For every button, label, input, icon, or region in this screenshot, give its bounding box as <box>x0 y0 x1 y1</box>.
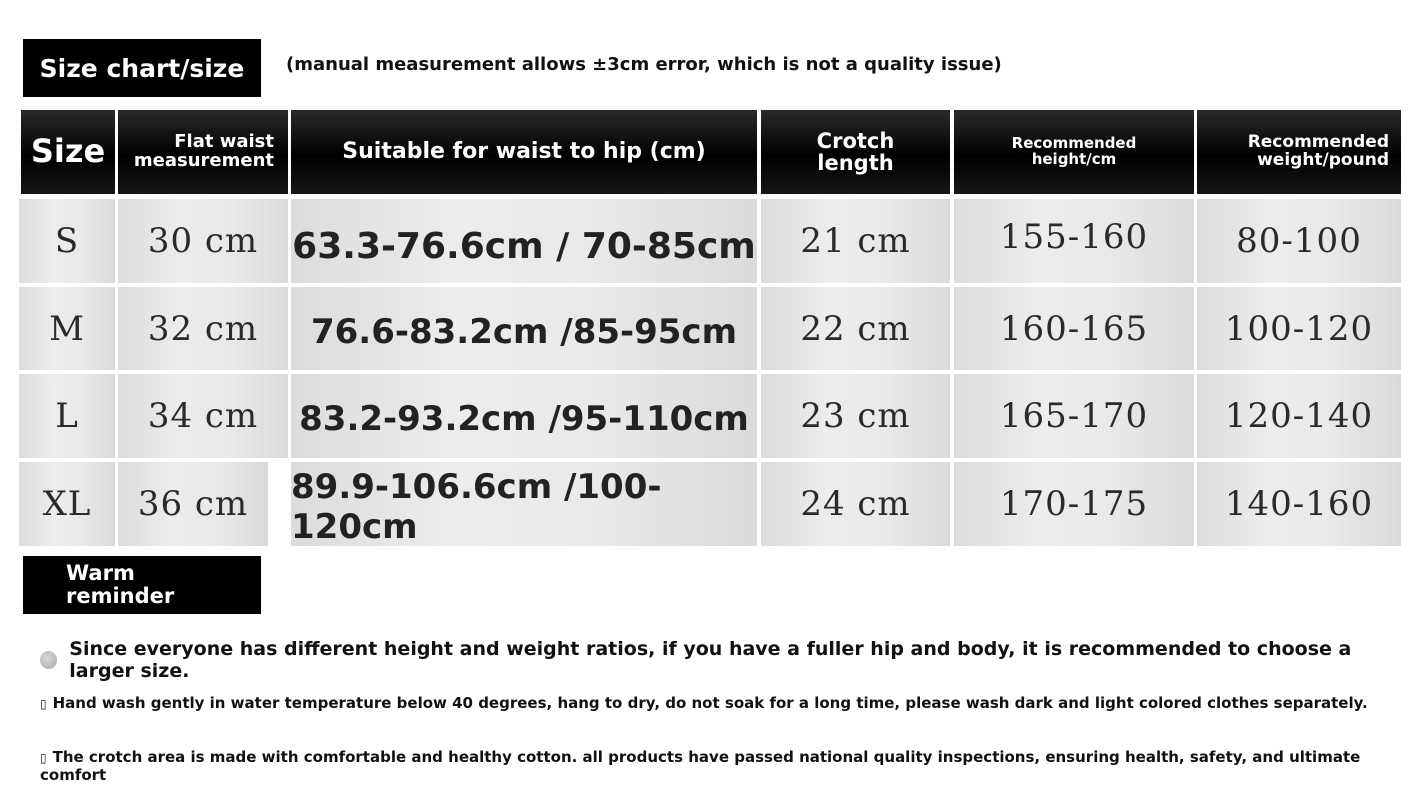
height-cell: 155-160 <box>954 199 1194 283</box>
waist-hip-cell: 89.9-106.6cm /100-120cm <box>291 462 757 546</box>
height-cell: 170-175 <box>954 462 1194 546</box>
waist-hip-cell: 76.6-83.2cm /85-95cm <box>291 287 757 370</box>
measurement-note: (manual measurement allows ±3cm error, which is not a quality issue) <box>286 54 1002 75</box>
size-cell: L <box>19 374 115 458</box>
crotch-cell: 22 cm <box>761 287 950 370</box>
column-header-waist-hip <box>291 110 757 194</box>
weight-cell: 100-120 <box>1197 287 1401 370</box>
column-header-flat-waist-line2: measurement <box>133 150 274 171</box>
column-header-size-label: Size <box>30 132 106 171</box>
height-cell: 165-170 <box>954 374 1194 458</box>
bullet-dot-icon <box>40 651 57 669</box>
flat-waist-cell: 32 cm <box>118 287 288 370</box>
column-header-flat-waist <box>118 110 288 194</box>
bullet-box-icon: ▯ <box>40 697 47 711</box>
reminder-note-cotton <box>40 748 1422 784</box>
column-header-height-line2: height/cm <box>1031 150 1117 168</box>
flat-waist-cell: 36 cm <box>118 462 268 546</box>
reminder-note-wash-text: Hand wash gently in water temperature below 40 degrees, hang to dry, do not soak for a long time, please wash dark and light colored clothes separately. <box>52 694 1368 712</box>
size-cell: M <box>19 287 115 370</box>
reminder-note-wash <box>40 694 1368 712</box>
weight-cell: 120-140 <box>1197 374 1401 458</box>
flat-waist-cell: 34 cm <box>118 374 288 458</box>
column-header-weight-line1: Recommended <box>1247 132 1389 153</box>
warm-reminder-line1: Warm <box>66 561 135 585</box>
reminder-note-fit-text: Since everyone has different height and weight ratios, if you have a fuller hip and body, it is recommended to choose a larger size. <box>69 638 1352 682</box>
crotch-cell: 23 cm <box>761 374 950 458</box>
warm-reminder-title <box>23 556 261 614</box>
column-header-crotch-line1: Crotch <box>816 128 895 153</box>
column-header-weight-line2: weight/pound <box>1257 150 1389 170</box>
column-header-size <box>21 110 115 194</box>
column-header-flat-waist-line1: Flat waist <box>174 131 274 153</box>
weight-cell: 140-160 <box>1197 462 1401 546</box>
column-header-height <box>954 110 1194 194</box>
height-cell: 160-165 <box>954 287 1194 370</box>
waist-hip-cell: 63.3-76.6cm / 70-85cm <box>291 199 757 283</box>
column-header-crotch <box>761 110 950 194</box>
column-header-waist-hip-label: Suitable for waist to hip (cm) <box>342 139 706 165</box>
size-cell: XL <box>19 462 115 546</box>
crotch-cell: 21 cm <box>761 199 950 283</box>
reminder-note-fit <box>40 638 1422 682</box>
crotch-cell: 24 cm <box>761 462 950 546</box>
weight-cell: 80-100 <box>1197 199 1401 283</box>
flat-waist-cell: 30 cm <box>118 199 288 283</box>
column-header-height-line1: Recommended <box>1011 134 1137 153</box>
size-cell: S <box>19 199 115 283</box>
column-header-crotch-line2: length <box>817 151 894 175</box>
reminder-note-cotton-text: The crotch area is made with comfortable and healthy cotton. all products have passed national quality inspections, ensuring health, safety, and ultimate comfort <box>40 748 1361 784</box>
waist-hip-cell: 83.2-93.2cm /95-110cm <box>291 374 757 458</box>
warm-reminder-line2: reminder <box>66 584 175 608</box>
size-chart-title: Size chart/size <box>23 39 261 97</box>
column-header-weight <box>1197 110 1401 194</box>
bullet-box-icon: ▯ <box>40 751 47 765</box>
